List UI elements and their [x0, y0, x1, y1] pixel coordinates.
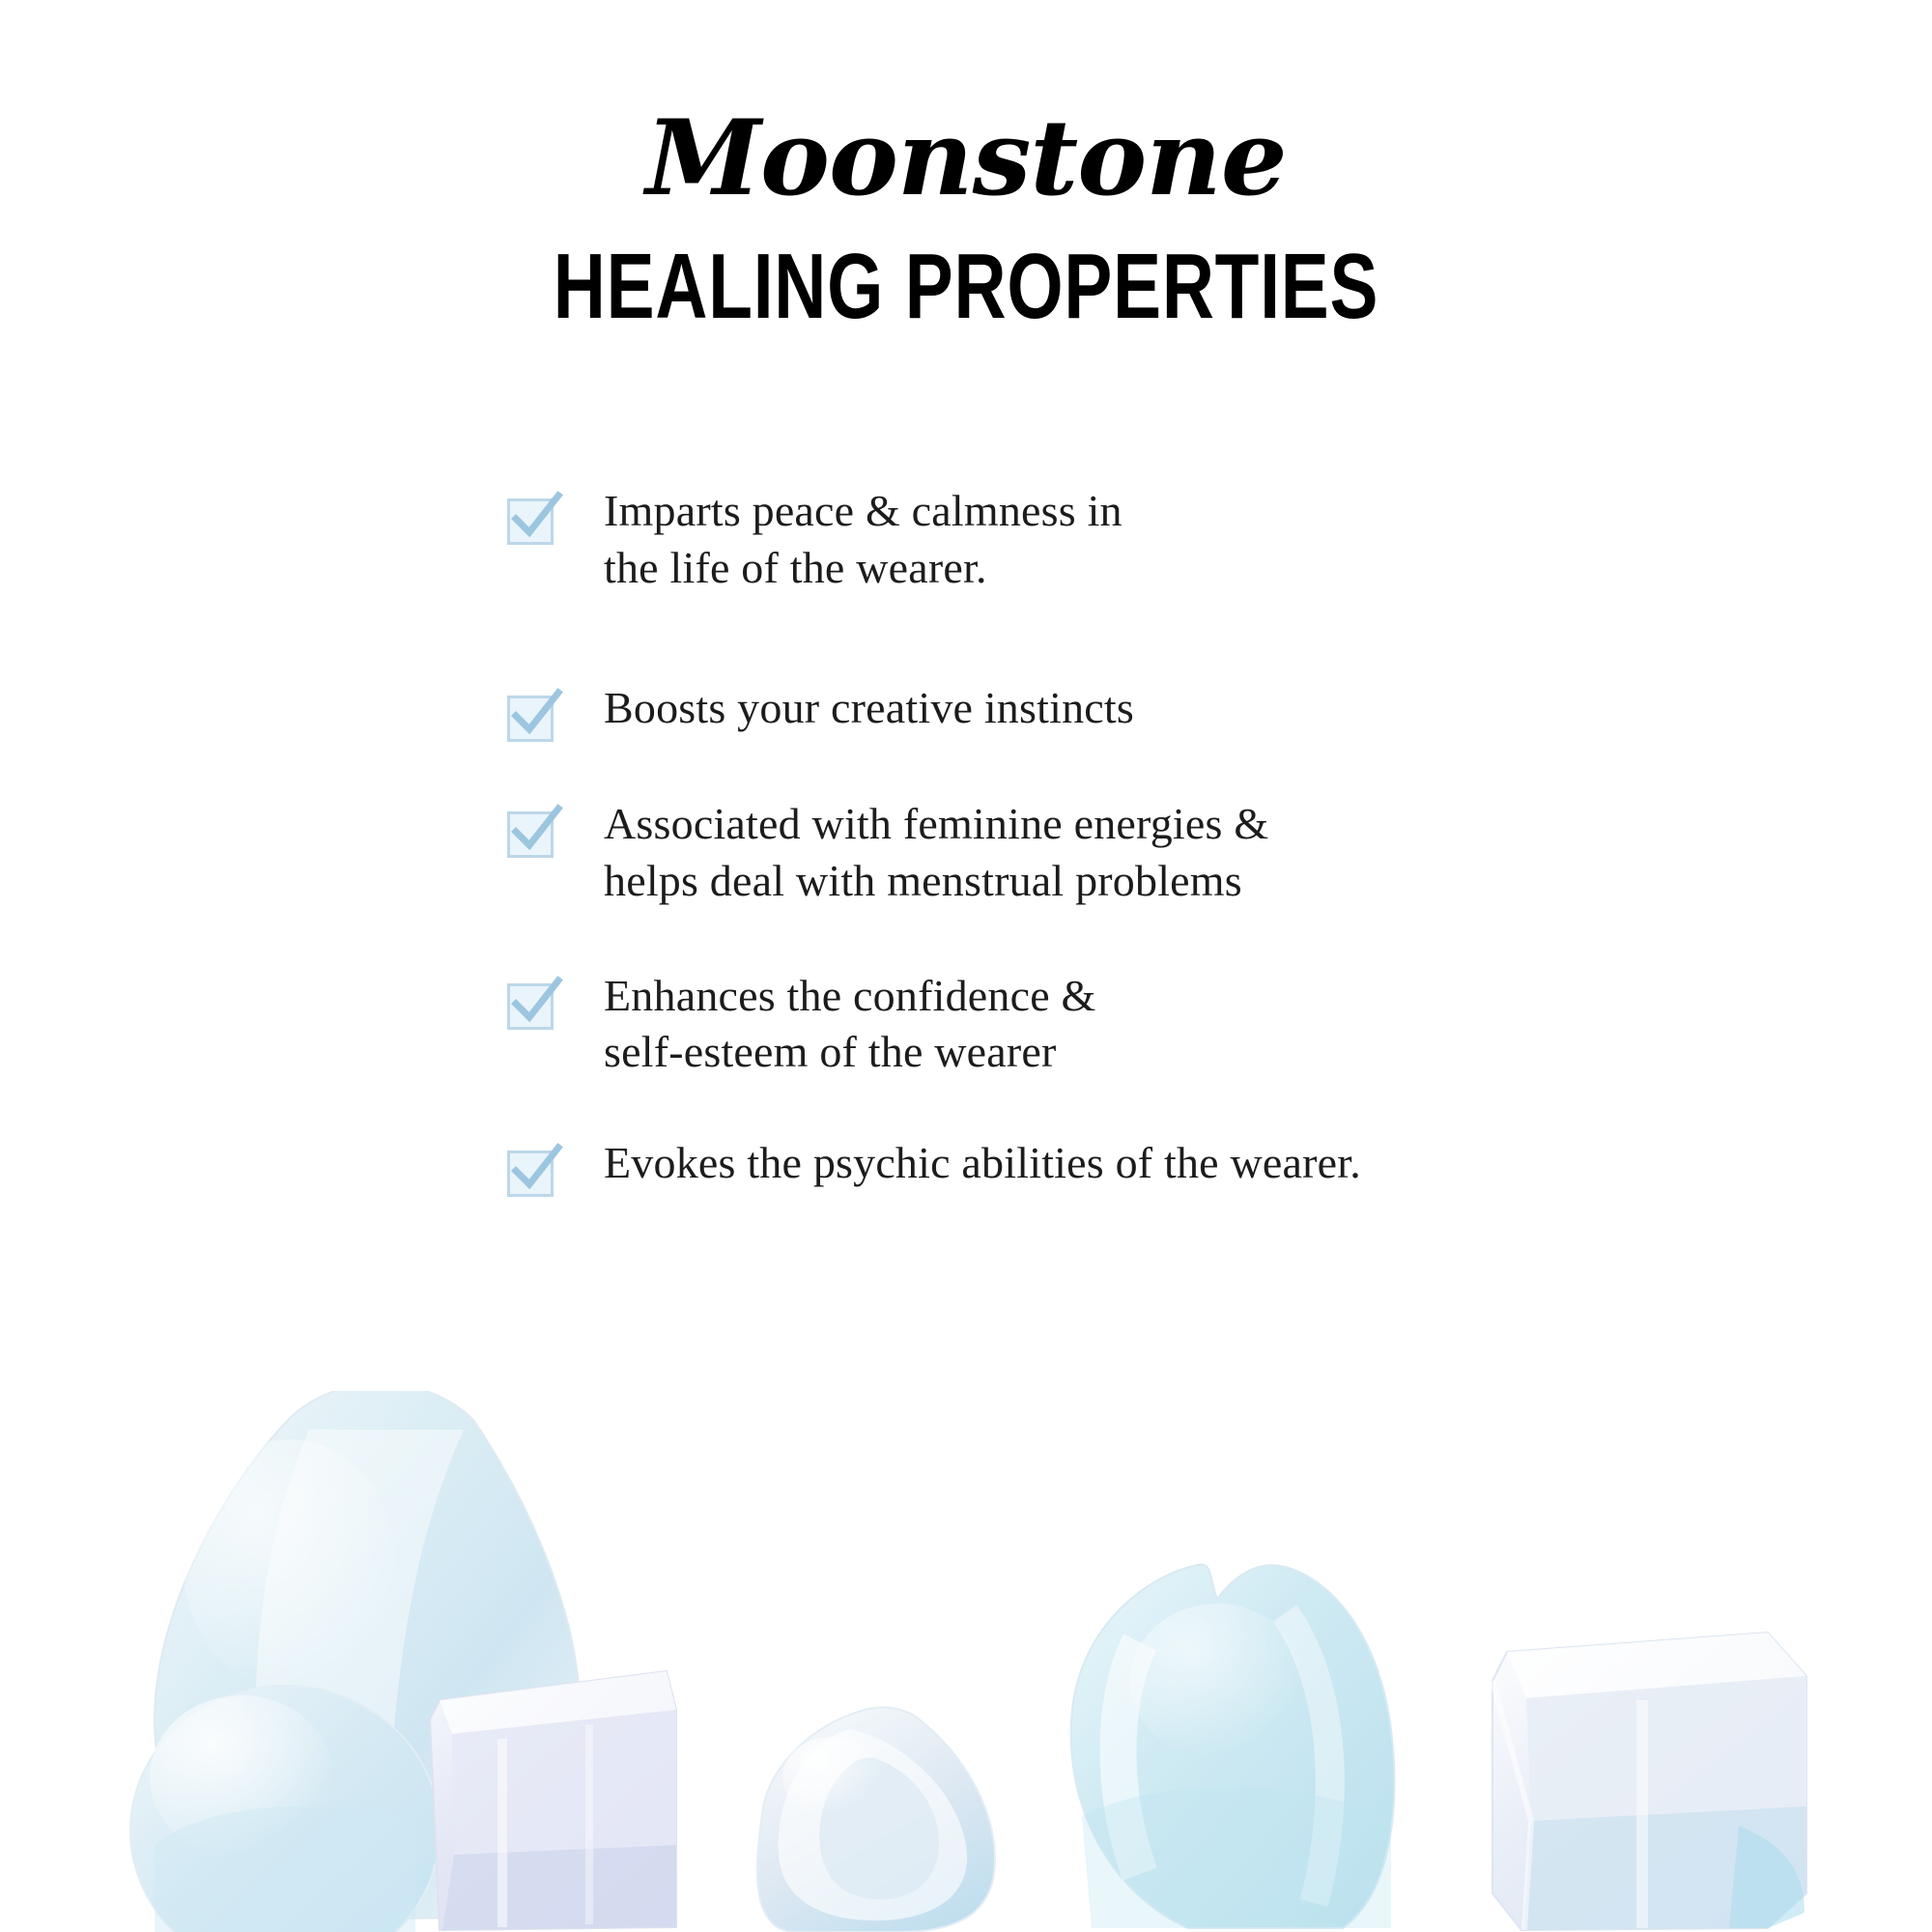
list-item-line: self-esteem of the wearer	[604, 1027, 1057, 1077]
gem-pear-faceted	[757, 1708, 995, 1932]
page-title-script: Moonstone	[645, 98, 1287, 219]
list-item-line: Imparts peace & calmness in	[604, 486, 1122, 535]
checkbox-checked-icon	[507, 498, 554, 545]
list-item	[507, 796, 1589, 910]
list-item	[507, 1135, 1589, 1197]
checkbox-checked-icon	[507, 1151, 554, 1197]
gem-cushion-cut	[1492, 1633, 1806, 1930]
list-item-text	[604, 1135, 1361, 1192]
gem-emerald-cut	[430, 1671, 676, 1930]
list-item-text	[604, 968, 1096, 1082]
list-item	[507, 968, 1589, 1082]
checkbox-checked-icon	[507, 696, 554, 742]
list-item-text	[604, 796, 1268, 910]
list-item	[507, 680, 1589, 742]
list-item-text	[604, 483, 1122, 597]
page-title-main: HEALING PROPERTIES	[553, 235, 1379, 339]
list-item-line: the life of the wearer.	[604, 542, 987, 592]
list-item-line: Associated with feminine energies &	[604, 798, 1269, 848]
checkbox-checked-icon	[507, 983, 554, 1030]
moonstone-gemstones-image	[0, 1391, 1932, 1932]
list-item-text	[604, 680, 1134, 737]
list-item-line: helps deal with menstrual problems	[604, 855, 1242, 905]
healing-properties-list	[507, 483, 1589, 1197]
list-item	[507, 483, 1589, 597]
list-item-line: Boosts your creative instincts	[604, 682, 1134, 732]
list-item-line: Enhances the confidence &	[604, 970, 1096, 1020]
checkbox-checked-icon	[507, 811, 554, 858]
list-item-line: Evokes the psychic abilities of the wearer.	[604, 1138, 1361, 1188]
header	[0, 0, 1932, 339]
gem-heart-cabochon	[1071, 1564, 1395, 1928]
